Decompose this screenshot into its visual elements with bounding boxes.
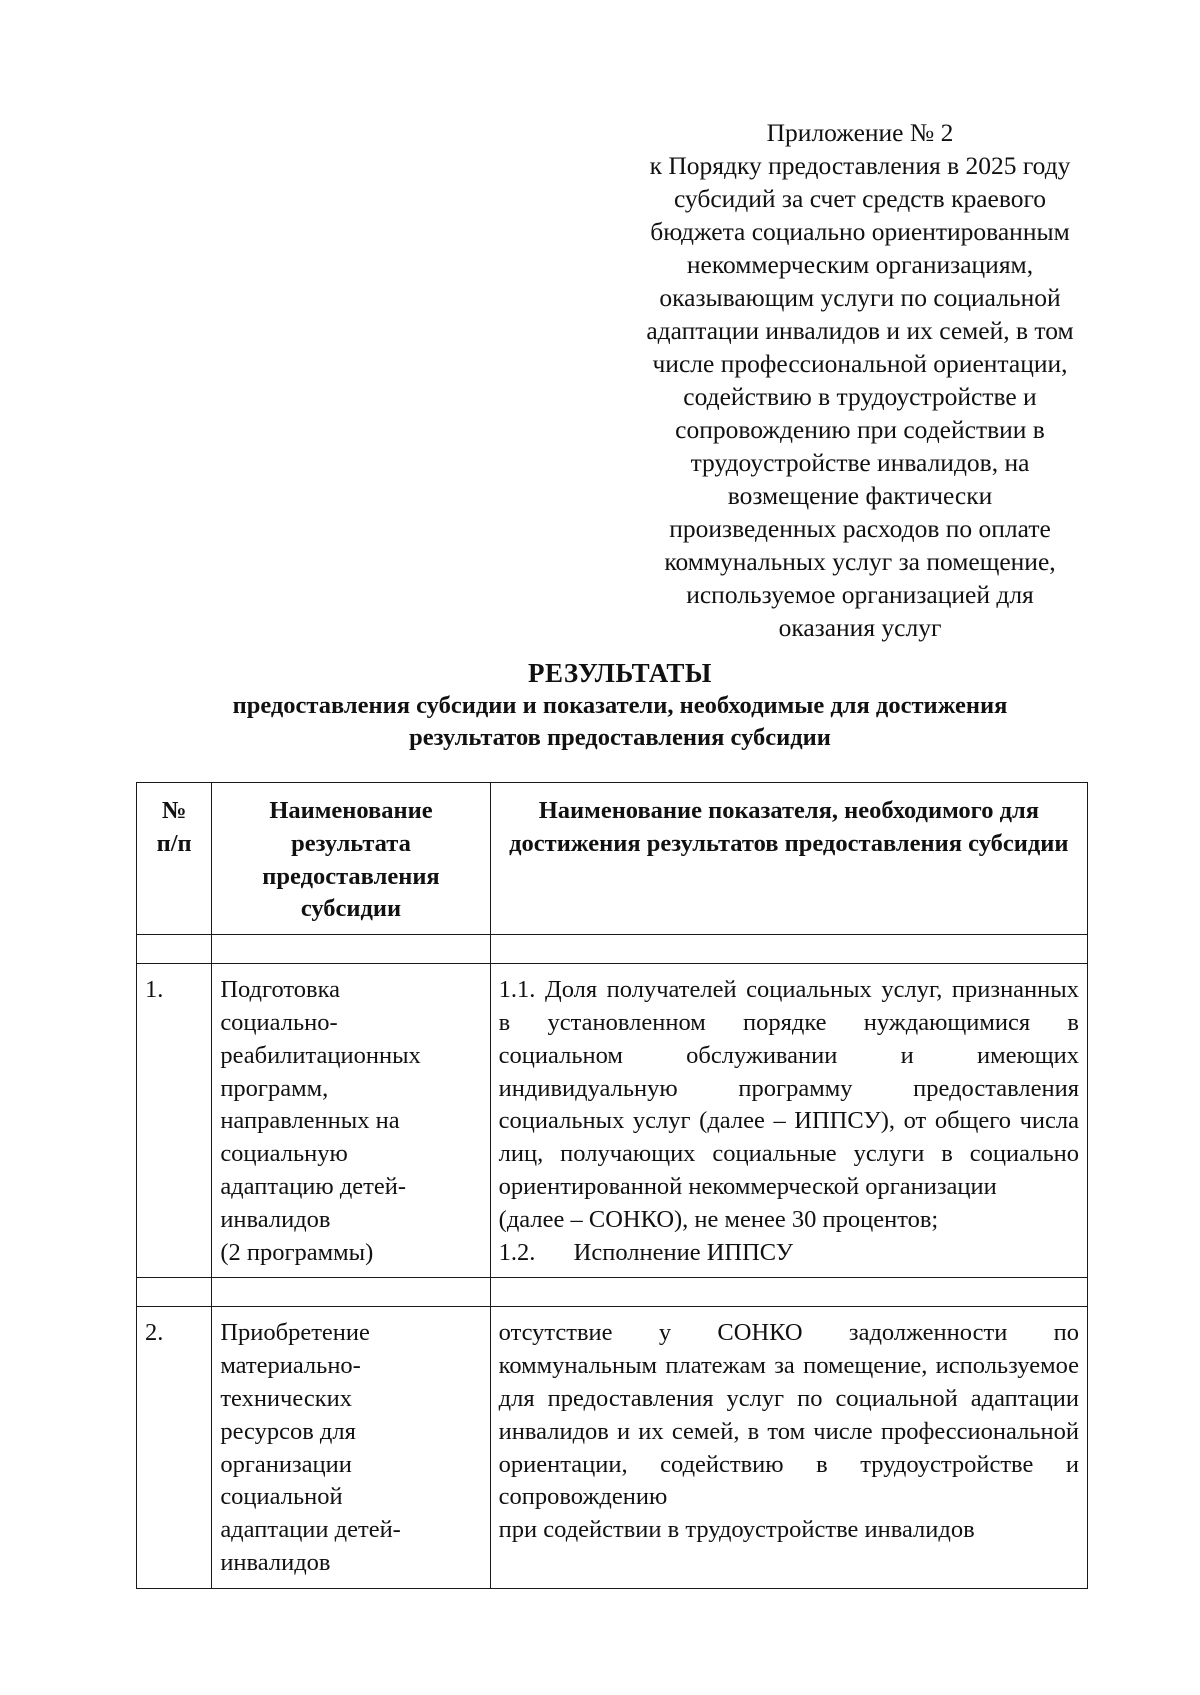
appendix-line: числе профессиональной ориентации,: [652, 349, 1068, 378]
appendix-block: [600, 116, 1120, 644]
row-number: 1.: [137, 964, 212, 1278]
table-header-row: [137, 783, 1088, 935]
appendix-line: оказания услуг: [778, 613, 942, 642]
appendix-line: к Порядку предоставления в 2025 году: [649, 151, 1071, 180]
indicator-text: отсутствие у СОНКО задолженности по коммунальным платежам за помещение, используемое для предоставления услуг по социальной адаптации инвалидов и их семей, в том числе профессиональной ориентации, содействию в трудоустройстве и сопровождению: [498, 1319, 1079, 1511]
table-row: [137, 964, 1088, 1278]
results-table: [136, 782, 1088, 1589]
heading-title: РЕЗУЛЬТАТЫ: [528, 658, 712, 688]
appendix-line: субсидий за счет средств краевого: [673, 184, 1047, 213]
appendix-line: бюджета социально ориентированным: [650, 217, 1070, 246]
heading-subtitle-line-1: предоставления субсидии и показатели, необходимые для достижения: [232, 692, 1008, 719]
row-result: Приобретение материально- технических ресурсов для организации социальной адаптации детей- инвалидов: [212, 1307, 490, 1588]
appendix-line: сопровождению при содействии в: [675, 415, 1045, 444]
table-row-separator: [137, 1278, 1088, 1307]
heading-subtitle-line-2: результатов предоставления субсидии: [409, 724, 831, 751]
indicator-item-number: 1.2.: [498, 1238, 536, 1266]
header-number: № п/п: [137, 783, 212, 935]
row-number: 2.: [137, 1307, 212, 1588]
appendix-line: коммунальных услуг за помещение,: [664, 547, 1056, 576]
indicator-item-text: Исполнение ИППСУ: [573, 1238, 794, 1266]
indicator-item: [499, 1237, 1079, 1270]
appendix-line: содействию в трудоустройстве и: [683, 382, 1037, 411]
indicator-text-tail: при содействии в трудоустройстве инвалидов: [498, 1516, 975, 1544]
appendix-line: оказывающим услуги по социальной: [659, 283, 1061, 312]
appendix-line: некоммерческим организациям,: [686, 250, 1034, 279]
appendix-line: используемое организацией для: [686, 580, 1034, 609]
header-indicator-name: Наименование показателя, необходимого для достижения результатов предоставления субсидии: [490, 783, 1087, 935]
table-row-separator: [137, 935, 1088, 964]
appendix-line: произведенных расходов по оплате: [669, 514, 1051, 543]
indicator-text: 1.1. Доля получателей социальных услуг, признанных в установленном порядке нуждающимися в социальном обслуживании и имеющих индивидуальную программу предоставления социальных услуг (далее – ИППСУ), от общего числа лиц, получающих социальные услуги в социально ориентированной некоммерческой организации: [498, 976, 1079, 1200]
row-result: Подготовка социально- реабилитационных программ, направленных на социальную адаптацию детей- инвалидов (2 программы): [212, 964, 490, 1278]
appendix-line: возмещение фактически: [727, 481, 993, 510]
row-indicator: [490, 964, 1087, 1278]
table-row: [137, 1307, 1088, 1588]
row-indicator: [490, 1307, 1087, 1588]
appendix-line: трудоустройстве инвалидов, на: [690, 448, 1030, 477]
document-heading: [150, 656, 1090, 754]
header-result-name: Наименование результата предоставления субсидии: [212, 783, 490, 935]
indicator-text-tail: (далее – СОНКО), не менее 30 процентов;: [498, 1205, 939, 1233]
appendix-line: адаптации инвалидов и их семей, в том: [646, 316, 1074, 345]
appendix-line: Приложение № 2: [766, 118, 954, 147]
